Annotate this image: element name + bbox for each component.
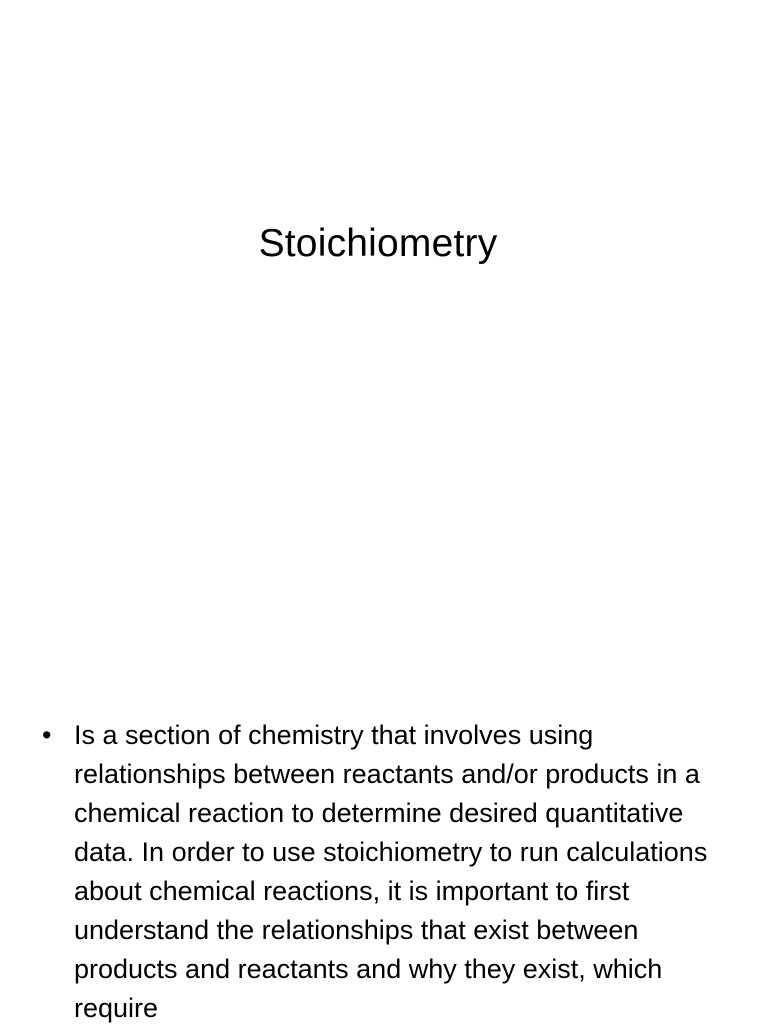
bullet-list — [40, 716, 740, 1028]
bullet-dot-icon: • — [42, 720, 52, 750]
slide-title: Stoichiometry — [258, 222, 498, 265]
bullet-text: Is a section of chemistry that involves using relationships between reactants and/or products in a chemical reaction to determine desired quantitative data. In order to use stoichiometry to run calculations about chemical reactions, it is important to first understand the relationships that exist between products and reactants and why they exist, which require — [74, 720, 708, 1023]
bullet-item — [40, 716, 740, 1028]
